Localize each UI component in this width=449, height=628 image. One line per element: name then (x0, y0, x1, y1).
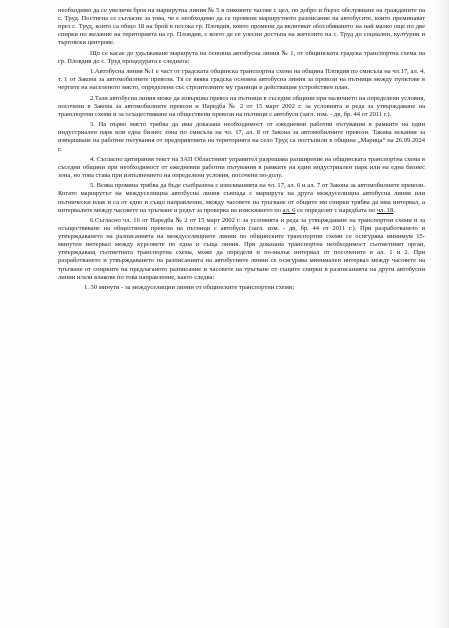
paragraph-text: необходимо да се увеличи броя на маршрутна линия № 5 в пиковите часове с цел, по добро и бързо обслужване на гражданите на с. Труд. Постигна се съгласие за това, че е необходимо да се промени маршрутното разписание на автобусите, които преминават през с. Труд, които са общо 18 на брой в посока гр. Пловдив, които промени да включват обособяването на най малко още по две спирки по желание на територията на гр. Пловдив, с което де се улесни достъпа на жителите на с. Труд до социални, културни и търговски центрове. (58, 7, 425, 47)
scan-edge-shadow (435, 0, 449, 628)
paragraph-8 (58, 217, 425, 282)
paragraph-3 (58, 68, 425, 92)
paragraph-4 (58, 95, 425, 119)
underlined-reference: ал. 6 (282, 206, 296, 214)
paragraph-text: 2.Тази автобусна линия може да извършва превоз на пътници в съседни общини при наличието на определени условия, посочени в Закона за автомобилните превози и Наредба № 2 от 15 март 2002 г. за условията и реда за утвърждаване на транспортни схеми и за осъществяване на обществени превози на пътници с автобуси (загл. изм. - дв, бр. 44 от 2011 г.). (58, 94, 425, 118)
paragraph-text: 1. 30 минути - за междуселищни линии от общинските транспортни схеми; (84, 284, 295, 291)
paragraph-text: Що се касае до удължаване маршрута на основна автобусна линия № 1, от общинската градска транспортна схема на гр. Пловдив до с. Труд процедурата е следната: (58, 49, 425, 65)
paragraph-text: се определят с наредбата по (295, 206, 377, 214)
paragraph-text: 5. Всяка промяна трябва да бъде съобразена с изискванията на чл. 17, ал. 6 и ал. 7 от Закона за автомобилните превози. Когато маршрутът на междуселищна автобусна линия съвпада с маршрута на друга междуселищна автобусна линия или пътнически влак и са от едно и също направление, между часовете на тръгване от общите им спирки трябва да има интервал, а интервалите между часовете на тръгване и редът за проверка на изискването по (58, 182, 425, 214)
paragraph-5 (58, 121, 425, 153)
paragraph-2 (58, 50, 425, 66)
paragraph-text: 4. Съгласно цитирания текст на ЗАП Областният управител разрешава разширение на общинската транспортна схема в съседни общини при необходимост от ежедневни работни пътувания в рамките на един индустриален парк или на една бизнес зона, но това става при изпълнението на определени условия, посочени по-долу. (58, 155, 425, 180)
paragraph-text: 1.Автобусна линия №1 е част от градската общинска транспортна схема на община Пловдив по смисъла на чл.17, ал. 4, т. 1 от Закона за автомобилните превози. Тя се явява градска основна автобусна линия за превози на пътници между пунктове в чертите на населеното място, определени със строителните му граници в действащия устройствен план. (58, 68, 425, 92)
paragraph-text: . (393, 206, 395, 214)
paragraph-1 (58, 7, 425, 48)
paragraph-text: 3. На първо място трябва да има доказана необходимост от ежедневни работни пътувания в рамките на един индустриален парк или една бизнес зона по смисъла на чл. 17, ал. 8 от Закона за автомобилните превози. Такива искания за извършване на работни пътувания от предприятията на територията на село Труд са постъпили в община „Марица“ на 26.09.2024 г. (58, 121, 425, 153)
paragraph-7 (58, 182, 425, 214)
document-body (58, 7, 425, 294)
paragraph-6 (58, 156, 425, 180)
underlined-reference: чл. 18 (376, 206, 394, 214)
paragraph-9 (58, 284, 425, 292)
paragraph-text: 6.Съгласно чл. 16 от Наредба № 2 от 15 март 2002 г. за условията и реда за утвърждаване на транспортни схеми и за осъществяване на обществени превози на пътници с автобуси (загл. изм. - дв, бр. 44 от 2011 г.). При разработването и утвърждаването на разписанията на междуселищните линии по общинските транспортни схеми се осигурява минимум 15-минутен интервал между курсовете по една и съща линия. При доказана транспортна необходимост съответният орган, утвърждаващ съответната транспортна схема, може да определя и по-малък интервал от посочените в ал. 1 и 2. При разработването и утвърждаването на разписанията на автобусните линии се осигурява минимален интервал между часовете на тръгване от спирките на предлаганото разписание и часовете на тръгване от същите спирки в разписанията на други автобусни линии и/или влакове по това направление, както следва: (58, 216, 425, 281)
